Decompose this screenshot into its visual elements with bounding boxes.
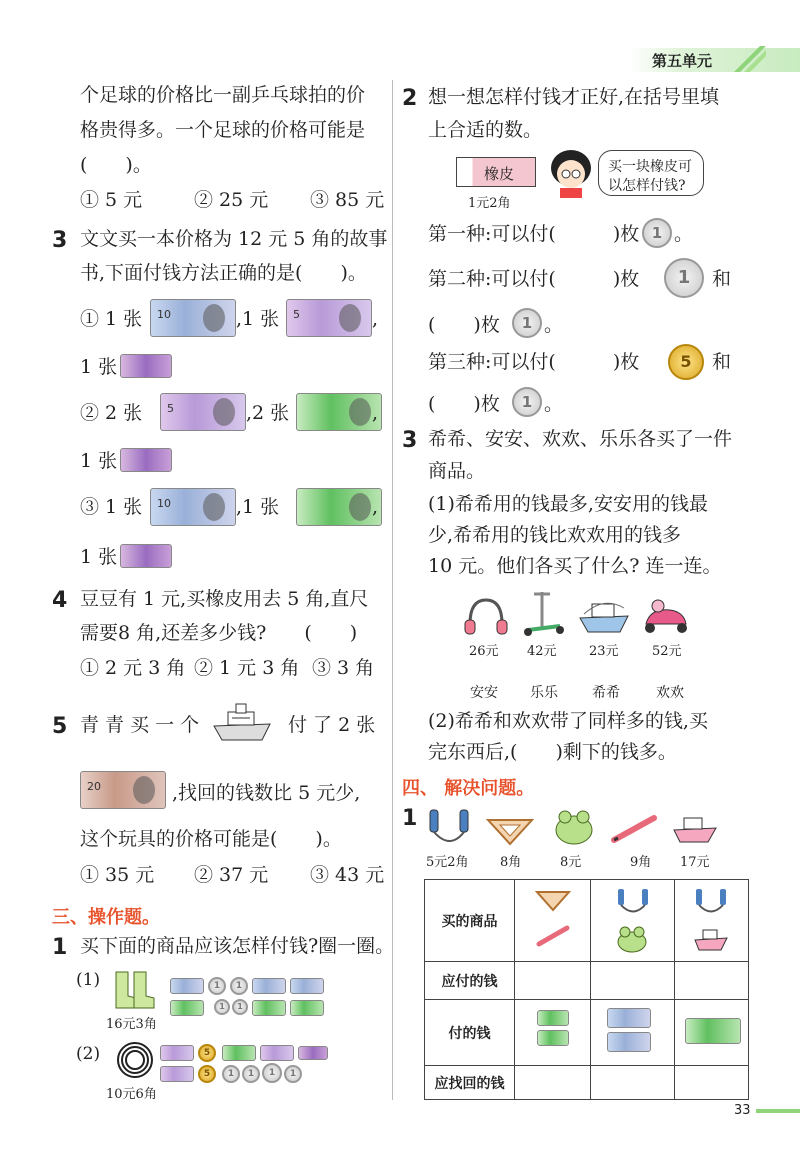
scooter-icon: [520, 588, 568, 638]
answer-cell[interactable]: [515, 962, 591, 1000]
green-note: [290, 1000, 324, 1016]
item2-label: (2): [76, 1044, 101, 1064]
bubble-line1: 买一块橡皮可: [608, 159, 692, 175]
row-label-paid: 付的钱: [425, 1000, 515, 1066]
one-yuan-coin: 1: [262, 1063, 282, 1083]
triangle-ruler-icon: [486, 818, 534, 846]
green-note: [252, 1000, 286, 1016]
answer-cell[interactable]: [591, 1066, 675, 1100]
answer-cell[interactable]: [591, 962, 675, 1000]
q2-option-3: ③ 85 元: [310, 189, 385, 211]
price-swing-car: 52元: [652, 644, 682, 659]
q3-opt2-b: ,2 张: [246, 402, 290, 424]
q5-option-3: ③ 43 元: [310, 864, 385, 886]
q4-option-1: ① 2 元 3 角: [80, 657, 186, 679]
jump-rope-goods-icon: [426, 806, 474, 846]
way2-text: 第二种:可以付( )枚: [428, 268, 640, 290]
q5-number: 5: [52, 714, 68, 739]
q4-option-3: ③ 3 角: [312, 657, 375, 679]
price-boat: 23元: [589, 644, 619, 659]
ten-yuan-note: 10: [150, 488, 236, 526]
way3-and: 和: [712, 351, 732, 373]
toy-boat-goods-icon: [693, 926, 729, 952]
five-jiao-coin: 5: [198, 1044, 216, 1062]
r-q3-p2-line2: 完东西后,( )剩下的钱多。: [428, 741, 677, 763]
r-q2-line2: 上合适的数。: [428, 119, 543, 141]
s3-q1-number: 1: [52, 935, 68, 960]
q2-cont-line1: 个足球的价格比一副乒乓球拍的价: [80, 84, 366, 106]
one-jiao-coin: 1: [512, 308, 542, 338]
swing-car-icon: [640, 594, 692, 636]
q4-option-2: ② 1 元 3 角: [194, 657, 300, 679]
toy-boat-goods-icon: [672, 812, 718, 846]
fifty-yuan-note: [685, 1018, 741, 1044]
q3-opt1-d: 1 张: [80, 356, 118, 378]
green-note: [222, 1045, 256, 1061]
jump-rope-goods-icon: [615, 886, 651, 916]
q3-number: 3: [52, 228, 68, 253]
way3-end: 。: [544, 393, 564, 415]
ten-yuan-note: [290, 978, 324, 994]
five-yuan-note: [160, 1045, 194, 1061]
one-jiao-coin: 1: [642, 218, 672, 248]
footer-band: [756, 1109, 800, 1113]
q3-opt3-a: ③ 1 张: [80, 496, 143, 518]
goods-cell: [515, 880, 591, 962]
one-yuan-note: [120, 354, 172, 378]
five-jiao-coin: 5: [668, 344, 704, 380]
r-q2-number: 2: [402, 86, 418, 111]
r-q2-line1: 想一想怎样付钱才正好,在括号里填: [428, 86, 720, 108]
q3-line1: 文文买一本价格为 12 元 5 角的故事: [80, 228, 388, 250]
q5-line1a: 青 青 买 一 个: [80, 714, 200, 736]
triangle-ruler-icon: [535, 890, 571, 912]
q3-opt2-a: ② 2 张: [80, 402, 143, 424]
name-lele: 乐乐: [530, 685, 558, 701]
name-xixi: 希希: [592, 685, 620, 701]
goods-price-ruler: 8角: [500, 855, 522, 870]
five-yuan-note: 5: [286, 299, 372, 337]
r-q3-p1-line3: 10 元。他们各买了什么? 连一连。: [428, 555, 722, 577]
name-huanhuan: 欢欢: [656, 685, 684, 701]
green-note: [537, 1030, 569, 1046]
paid-cell: [515, 1000, 591, 1066]
r-q3-number: 3: [402, 428, 418, 453]
section4-title: 四、 解决问题。: [402, 778, 535, 799]
q3-opt1-b: ,1 张: [236, 308, 280, 330]
jump-rope-goods-icon: [693, 886, 729, 916]
one-yuan-note: [120, 448, 172, 472]
one-jiao-coin: 1: [242, 1065, 260, 1083]
row-label-should-pay: 应付的钱: [425, 962, 515, 1000]
r-q3-line2: 商品。: [428, 460, 486, 482]
answer-cell[interactable]: [675, 1066, 749, 1100]
item1-label: (1): [76, 970, 101, 990]
one-yuan-note: [298, 1046, 328, 1060]
row-label-goods: 买的商品: [425, 880, 515, 962]
goods-price-pen: 9角: [630, 855, 652, 870]
fifty-yuan-note: [296, 488, 382, 526]
five-yuan-note: 5: [160, 393, 246, 431]
q3-opt3-d: 1 张: [80, 546, 118, 568]
q3-opt3-c: ,: [372, 496, 379, 518]
q4-line1: 豆豆有 1 元,买橡皮用去 5 角,直尺: [80, 588, 369, 610]
q2-cont-blank: ( )。: [80, 154, 152, 176]
frog-bag-icon: [615, 924, 649, 954]
price-headphones: 26元: [469, 644, 499, 659]
pen-icon: [610, 814, 658, 844]
paid-cell: [591, 1000, 675, 1066]
goods-price-rope: 5元2角: [426, 855, 469, 870]
five-yuan-note: [260, 1045, 294, 1061]
five-jiao-coin: 5: [198, 1065, 216, 1083]
frog-bag-icon: [552, 806, 596, 846]
price-scooter: 42元: [527, 644, 557, 659]
page-number: 33: [734, 1103, 751, 1118]
q5-line2: ,找回的钱数比 5 元少,: [172, 782, 361, 804]
q3-opt2-c: ,: [372, 402, 379, 424]
r-q3-line1: 希希、安安、欢欢、乐乐各买了一件: [428, 428, 733, 450]
q5-line1b: 付 了 2 张: [288, 714, 376, 736]
one-jiao-coin: 1: [232, 999, 248, 1015]
q3-line2: 书,下面付钱方法正确的是( )。: [80, 262, 367, 284]
item1-price: 16元3角: [106, 1017, 157, 1032]
way3-text: 第三种:可以付( )枚: [428, 351, 640, 373]
q2-option-1: ① 5 元: [80, 189, 143, 211]
ten-yuan-note: [252, 978, 286, 994]
answer-table: [424, 879, 749, 1100]
unit-label: 第五单元: [652, 52, 713, 70]
green-note: [537, 1010, 569, 1026]
r-q3-p2-line1: (2)希希和欢欢带了同样多的钱,买: [428, 710, 708, 732]
pen-icon: [535, 924, 571, 948]
one-jiao-coin: 1: [284, 1065, 302, 1083]
goods-price-boat: 17元: [680, 855, 710, 870]
rain-boots-icon: [112, 970, 158, 1010]
ten-yuan-note: 10: [150, 299, 236, 337]
one-jiao-coin: 1: [214, 999, 230, 1015]
eraser-label: 橡皮: [484, 165, 515, 183]
bubble-line2: 以怎样付钱?: [608, 178, 686, 194]
ten-yuan-note: [170, 978, 204, 994]
one-yuan-coin: 1: [664, 258, 704, 298]
way1-end: 。: [674, 223, 694, 245]
headphones-icon: [462, 596, 510, 636]
green-note: [170, 1000, 204, 1016]
toy-boat-icon: [578, 594, 630, 636]
q5-option-2: ② 37 元: [194, 864, 269, 886]
way3-b: ( )枚: [428, 393, 500, 415]
way2-b: ( )枚: [428, 314, 500, 336]
q4-number: 4: [52, 588, 68, 613]
goods-price-bag: 8元: [560, 855, 582, 870]
s3-q1-text: 买下面的商品应该怎样付钱?圈一圈。: [80, 935, 395, 957]
one-yuan-note: [120, 544, 172, 568]
q2-option-2: ② 25 元: [194, 189, 269, 211]
way2-end: 。: [544, 314, 564, 336]
eraser-price: 1元2角: [468, 196, 511, 211]
way2-and: 和: [712, 268, 732, 290]
q3-opt3-b: ,1 张: [236, 496, 280, 518]
answer-cell[interactable]: [675, 962, 749, 1000]
toy-ship-icon: [210, 700, 274, 746]
q5-option-1: ① 35 元: [80, 864, 155, 886]
ten-yuan-note: [607, 1032, 651, 1052]
goods-cell: [675, 880, 749, 962]
one-yuan-coin: 1: [208, 977, 226, 995]
q5-line3: 这个玩具的价格可能是( )。: [80, 828, 342, 850]
r-q3-p1-line1: (1)希希用的钱最多,安安用的钱最: [428, 493, 708, 515]
five-yuan-note: [160, 1066, 194, 1082]
jump-rope-icon: [112, 1040, 158, 1080]
one-jiao-coin: 1: [512, 387, 542, 417]
way1-text: 第一种:可以付( )枚: [428, 223, 640, 245]
goods-cell: [591, 880, 675, 962]
one-yuan-coin: 1: [230, 977, 248, 995]
one-jiao-coin: 1: [222, 1065, 240, 1083]
fifty-yuan-note: [296, 393, 382, 431]
s4-q1-number: 1: [402, 806, 418, 831]
name-anan: 安安: [470, 685, 498, 701]
q4-line2: 需要8 角,还差多少钱? ( ): [80, 622, 358, 644]
section3-title: 三、操作题。: [52, 907, 160, 928]
q2-cont-line2: 格贵得多。一个足球的价格可能是: [80, 119, 366, 141]
r-q3-p1-line2: 少,希希用的钱比欢欢用的钱多: [428, 524, 682, 546]
q3-opt2-d: 1 张: [80, 450, 118, 472]
paid-cell: [675, 1000, 749, 1066]
row-label-change: 应找回的钱: [425, 1066, 515, 1100]
item2-price: 10元6角: [106, 1087, 157, 1102]
q3-opt1-c: ,: [372, 308, 379, 330]
girl-avatar-icon: [548, 148, 594, 200]
q3-opt1-a: ① 1 张: [80, 308, 143, 330]
answer-cell[interactable]: [515, 1066, 591, 1100]
header-stripes-icon: [730, 42, 770, 74]
twenty-yuan-note: 20: [80, 771, 166, 809]
ten-yuan-note: [607, 1008, 651, 1028]
